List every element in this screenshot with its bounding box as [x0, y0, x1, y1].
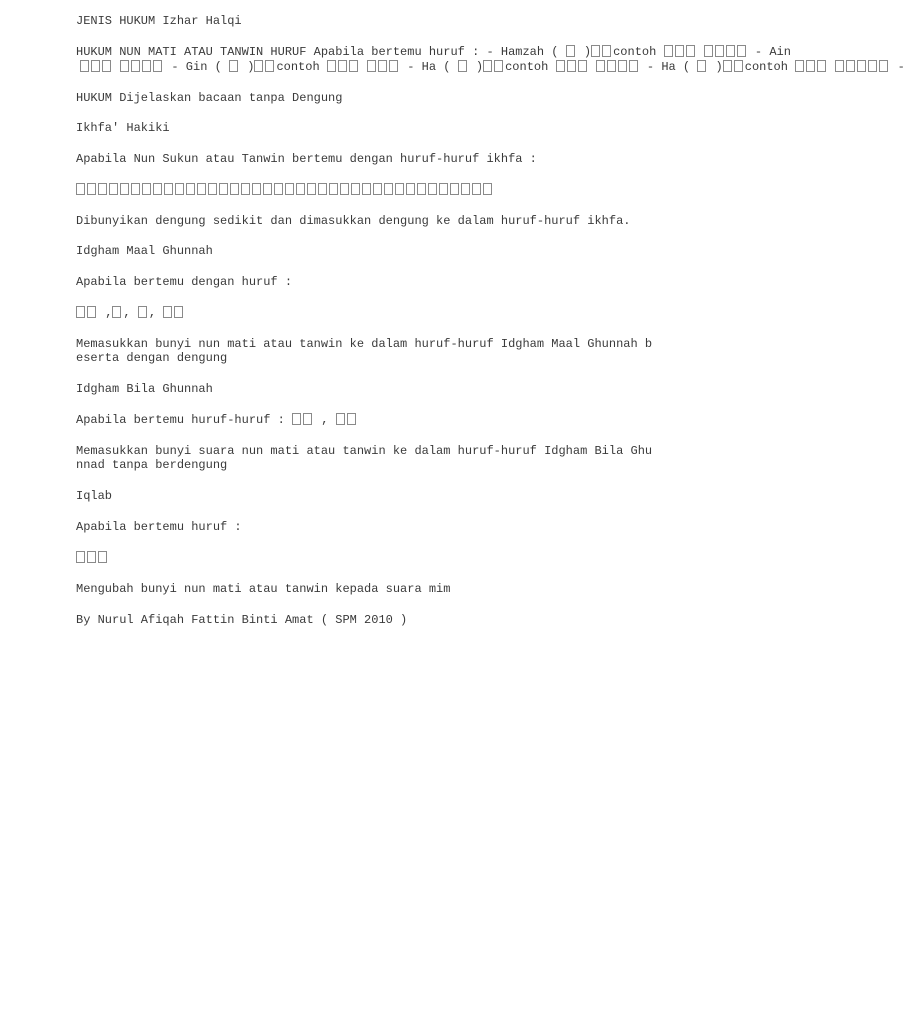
missing-glyph-icon [472, 183, 481, 195]
missing-glyph-icon [76, 183, 85, 195]
missing-glyph-icon [303, 413, 312, 425]
heading-ikhfa-hakiki: Ikhfa' Hakiki [76, 121, 170, 135]
heading-idgham-maal-ghunnah: Idgham Maal Ghunnah [76, 244, 213, 258]
idgham-bila-description-1: Memasukkan bunyi suara nun mati atau tanwin ke dalam huruf-huruf Idgham Bila Ghu [76, 444, 653, 458]
missing-glyph-icon [153, 60, 162, 72]
paren-close: ) [583, 45, 592, 59]
missing-glyph-icon [98, 183, 107, 195]
contoh-label: contoh [613, 45, 657, 59]
missing-glyph-icon [686, 45, 695, 57]
missing-glyph-icon [318, 183, 327, 195]
missing-glyph-icon [112, 306, 121, 318]
missing-glyph-icon [263, 183, 272, 195]
missing-glyph-icon [138, 306, 147, 318]
missing-glyph-icon [120, 60, 129, 72]
missing-glyph-icon [142, 60, 151, 72]
missing-glyph-icon [351, 183, 360, 195]
paren-close: ) [715, 60, 723, 74]
contoh-label: contoh [276, 60, 320, 74]
missing-glyph-icon [389, 60, 398, 72]
missing-glyph-icon [704, 45, 713, 57]
missing-glyph-icon [241, 183, 250, 195]
missing-glyph-icon [675, 45, 684, 57]
separator: , [105, 306, 113, 320]
missing-glyph-icon [120, 183, 129, 195]
missing-glyph-icon [142, 183, 151, 195]
idgham-bila-rule-text: Apabila bertemu huruf-huruf : [76, 413, 285, 427]
missing-glyph-icon [197, 183, 206, 195]
missing-glyph-icon [174, 306, 183, 318]
missing-glyph-icon [254, 60, 263, 72]
missing-glyph-icon [175, 183, 184, 195]
idgham-maal-description-1: Memasukkan bunyi nun mati atau tanwin ke dalam huruf-huruf Idgham Maal Ghunnah b [76, 337, 653, 351]
ain-label: - Ain [754, 45, 791, 59]
iqlab-letters [76, 551, 109, 565]
missing-glyph-icon [76, 551, 85, 563]
missing-glyph-icon [483, 60, 492, 72]
missing-glyph-icon [578, 60, 587, 72]
missing-glyph-icon [395, 183, 404, 195]
missing-glyph-icon [734, 60, 743, 72]
missing-glyph-icon [109, 183, 118, 195]
missing-glyph-icon [483, 183, 492, 195]
missing-glyph-icon [347, 413, 356, 425]
missing-glyph-icon [795, 60, 804, 72]
missing-glyph-icon [817, 60, 826, 72]
missing-glyph-icon [664, 45, 673, 57]
missing-glyph-icon [726, 45, 735, 57]
missing-glyph-icon [208, 183, 217, 195]
missing-glyph-icon [91, 60, 100, 72]
missing-glyph-icon [340, 183, 349, 195]
missing-glyph-icon [230, 183, 239, 195]
idgham-maal-letters [76, 306, 185, 320]
missing-glyph-icon [607, 60, 616, 72]
missing-glyph-icon [591, 45, 600, 57]
missing-glyph-icon [697, 60, 706, 72]
missing-glyph-icon [349, 60, 358, 72]
missing-glyph-icon [292, 413, 301, 425]
separator: , [123, 306, 131, 320]
missing-glyph-icon [461, 183, 470, 195]
missing-glyph-icon [715, 45, 724, 57]
separator: , [148, 306, 157, 320]
missing-glyph-icon [336, 413, 345, 425]
izhar-rule-line-1 [76, 45, 791, 59]
missing-glyph-icon [285, 183, 294, 195]
missing-glyph-icon [274, 183, 283, 195]
missing-glyph-icon [879, 60, 888, 72]
missing-glyph-icon [131, 183, 140, 195]
heading-idgham-bila-ghunnah: Idgham Bila Ghunnah [76, 382, 213, 396]
izhar-rule-line-2 [80, 60, 905, 74]
missing-glyph-icon [98, 551, 107, 563]
idgham-bila-rule [76, 413, 358, 427]
missing-glyph-icon [164, 183, 173, 195]
missing-glyph-icon [265, 60, 274, 72]
missing-glyph-icon [806, 60, 815, 72]
missing-glyph-icon [602, 45, 611, 57]
missing-glyph-icon [567, 60, 576, 72]
ikhfa-letters [76, 183, 494, 197]
missing-glyph-icon [252, 183, 261, 195]
missing-glyph-icon [131, 60, 140, 72]
dash-label: - [897, 60, 905, 74]
missing-glyph-icon [87, 551, 96, 563]
paren-close: ) [247, 60, 255, 74]
missing-glyph-icon [153, 183, 162, 195]
heading-iqlab: Iqlab [76, 489, 113, 503]
ikhfa-rule: Apabila Nun Sukun atau Tanwin bertemu dengan huruf-huruf ikhfa : [76, 152, 537, 166]
ikhfa-description: Dibunyikan dengung sedikit dan dimasukkan dengung ke dalam huruf-huruf ikhfa. [76, 214, 631, 228]
missing-glyph-icon [163, 306, 172, 318]
missing-glyph-icon [296, 183, 305, 195]
missing-glyph-icon [737, 45, 746, 57]
missing-glyph-icon [338, 60, 347, 72]
missing-glyph-icon [219, 183, 228, 195]
ha-label: - Ha ( [407, 60, 451, 74]
missing-glyph-icon [566, 45, 575, 57]
missing-glyph-icon [450, 183, 459, 195]
missing-glyph-icon [87, 183, 96, 195]
missing-glyph-icon [428, 183, 437, 195]
idgham-maal-rule: Apabila bertemu dengan huruf : [76, 275, 293, 289]
missing-glyph-icon [367, 60, 376, 72]
missing-glyph-icon [618, 60, 627, 72]
idgham-maal-description-2: eserta dengan dengung [76, 351, 228, 365]
izhar-rule-line-1-text: HUKUM NUN MATI ATAU TANWIN HURUF Apabila bertemu huruf : - Hamzah ( [76, 45, 559, 59]
missing-glyph-icon [373, 183, 382, 195]
missing-glyph-icon [186, 183, 195, 195]
missing-glyph-icon [102, 60, 111, 72]
missing-glyph-icon [362, 183, 371, 195]
missing-glyph-icon [868, 60, 877, 72]
missing-glyph-icon [458, 60, 467, 72]
paren-close: ) [475, 60, 484, 74]
iqlab-rule: Apabila bertemu huruf : [76, 520, 242, 534]
missing-glyph-icon [378, 60, 387, 72]
author-credit: By Nurul Afiqah Fattin Binti Amat ( SPM 2010 ) [76, 613, 408, 627]
ha-label: - Ha ( [646, 60, 691, 74]
missing-glyph-icon [596, 60, 605, 72]
iqlab-description: Mengubah bunyi nun mati atau tanwin kepada suara mim [76, 582, 451, 596]
missing-glyph-icon [406, 183, 415, 195]
missing-glyph-icon [417, 183, 426, 195]
missing-glyph-icon [307, 183, 316, 195]
missing-glyph-icon [846, 60, 855, 72]
missing-glyph-icon [80, 60, 89, 72]
missing-glyph-icon [439, 183, 448, 195]
contoh-label: contoh [744, 60, 788, 74]
missing-glyph-icon [723, 60, 732, 72]
idgham-bila-description-2: nnad tanpa berdengung [76, 458, 228, 472]
contoh-label: contoh [505, 60, 549, 74]
missing-glyph-icon [76, 306, 85, 318]
missing-glyph-icon [556, 60, 565, 72]
separator: , [321, 413, 329, 427]
gin-label: - Gin ( [171, 60, 222, 74]
missing-glyph-icon [329, 183, 338, 195]
missing-glyph-icon [494, 60, 503, 72]
missing-glyph-icon [87, 306, 96, 318]
missing-glyph-icon [229, 60, 238, 72]
heading-izhar-halqi: JENIS HUKUM Izhar Halqi [76, 14, 242, 28]
missing-glyph-icon [384, 183, 393, 195]
missing-glyph-icon [857, 60, 866, 72]
missing-glyph-icon [629, 60, 638, 72]
missing-glyph-icon [327, 60, 336, 72]
izhar-description: HUKUM Dijelaskan bacaan tanpa Dengung [76, 91, 343, 105]
missing-glyph-icon [835, 60, 844, 72]
